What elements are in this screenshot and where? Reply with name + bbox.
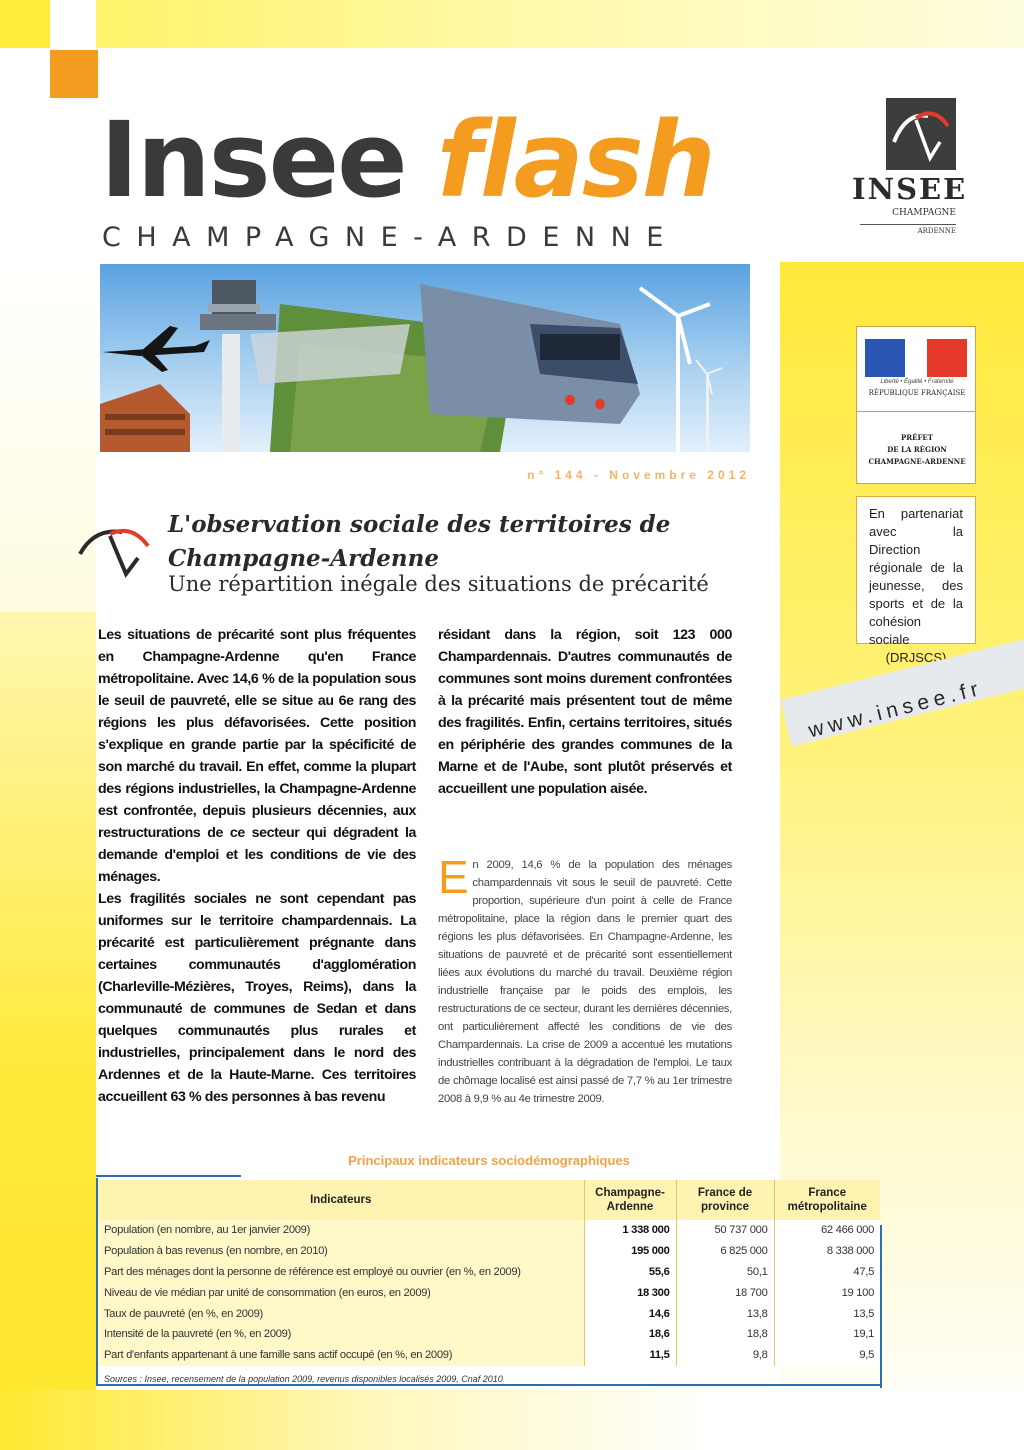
cell-ca: 195 000: [584, 1241, 676, 1262]
cell-ca: 14,6: [584, 1303, 676, 1324]
row-label: Niveau de vie médian par unité de consommation (en euros, en 2009): [98, 1282, 584, 1303]
table-row: [98, 1345, 880, 1366]
cell-fm: 47,5: [774, 1262, 880, 1283]
issue-number: n° 144 - Novembre 2012: [527, 468, 750, 482]
cell-fm: 62 466 000: [774, 1220, 880, 1241]
cell-fp: 50 737 000: [676, 1220, 774, 1241]
prefet-line1: PRÉFET: [901, 433, 933, 442]
corner-square-yellow: [0, 0, 50, 48]
table-row: [98, 1262, 880, 1283]
prefet-block: [856, 326, 976, 484]
cell-fp: 18 700: [676, 1282, 774, 1303]
prefet-divider: [857, 411, 975, 412]
table-row: [98, 1303, 880, 1324]
row-label: Part d'enfants appartenant à une famille sans actif occupé (en %, en 2009): [98, 1345, 584, 1366]
row-label: Part des ménages dont la personne de référence est employé ou ouvrier (en %, en 2009): [98, 1262, 584, 1283]
row-label: Population à bas revenus (en nombre, en 2010): [98, 1241, 584, 1262]
prefet-line2: DE LA RÉGION: [887, 445, 947, 454]
article-title: L'observation sociale des territoires de Champagne-Ardenne: [168, 511, 671, 572]
cell-fm: 9,5: [774, 1345, 880, 1366]
brand-flash: flash: [436, 99, 714, 221]
insee-mark-icon: [76, 520, 156, 585]
table-row: [98, 1241, 880, 1262]
table-row: [98, 1282, 880, 1303]
intro-column-left: [98, 624, 416, 1108]
intro-column-right: [438, 624, 732, 800]
corner-square-orange: [50, 50, 98, 98]
article-subtitle: Une répartition inégale des situations de précarité: [168, 572, 709, 596]
insee-logo-icon: [886, 98, 956, 170]
cell-fp: 6 825 000: [676, 1241, 774, 1262]
brand-insee: Insee: [100, 99, 406, 221]
row-label: Population (en nombre, au 1er janvier 2009): [98, 1220, 584, 1241]
bottom-yellow-fade: [0, 1390, 1024, 1450]
masthead-title: [100, 100, 714, 220]
table-row: [98, 1324, 880, 1345]
intro-paragraph-3: résidant dans la région, soit 123 000 Champardennais. D'autres communautés de communes sont moins durement confrontées à la précarité mais présentent tout de même des fragilités. Enfin, certains territoires, situés en périphérie des grandes communes de la Marne et de l'Aube, sont plutôt préservés et accueillent une population aisée.: [438, 627, 732, 797]
intro-paragraph-1: Les situations de précarité sont plus fréquentes en Champagne-Ardenne qu'en France métropolitaine. Avec 14,6 % de la population sous le seuil de pauvreté, elle se situe au 6e rang des régions les plus défavorisées. Cette position s'explique en grande partie par la spécificité de son marché du travail. En effet, comme la plupart des régions industrielles, la Champagne-Ardenne est confrontée, depuis plusieurs décennies, aux restructurations de ce secteur qui dégradent la demande d'emploi et les conditions de vie des ménages.: [98, 627, 416, 885]
table-sources: Sources : Insee, recensement de la population 2009, revenus disponibles localisés 2009, Cnaf 2010: [104, 1374, 503, 1384]
cell-fp: 13,8: [676, 1303, 774, 1324]
logo-text: INSEE: [852, 172, 968, 206]
cell-fm: 13,5: [774, 1303, 880, 1324]
cell-fp: 18,8: [676, 1324, 774, 1345]
body-paragraph: n 2009, 14,6 % de la population des ménages champardennais vit sous le seuil de pauvreté. Cette proportion, supérieure d'un point à celle de France métropolitaine, place la région dans le premier quart des régions les plus défavorisées. En Champagne-Ardenne, les situations de pauvreté et de précarité sont essentiellement liées aux évolutions du marché du travail. Deuxième région industrielle française par le poids des emplois, les restructurations de ce secteur, durant les dernières décennies, ont particulièrement affecté les conditions de vie des Champardennais. La crise de 2009 a accentué les mutations industrielles contribuant à la dégradation de l'emploi. Le taux de chômage localisé est ainsi passé de 7,7 % au 1er trimestre 2008 à 9,9 % au 4e trimestre 2009.: [438, 859, 732, 1105]
table-row: [98, 1220, 880, 1241]
french-flag-icon: [865, 339, 967, 377]
table-title: Principaux indicateurs sociodémographiques: [348, 1153, 630, 1168]
cell-ca: 18 300: [584, 1282, 676, 1303]
cell-fp: 9,8: [676, 1345, 774, 1366]
region-name: CHAMPAGNE-ARDENNE: [102, 222, 679, 253]
article-body: [438, 851, 732, 1108]
drop-cap: E: [438, 851, 469, 903]
left-yellow-band: [0, 612, 96, 1450]
partner-note: En partenariat avec la Direction régionale de la jeunesse, des sports et de la cohésion sociale (DRJSCS): [856, 496, 976, 644]
header-france-province: France de province: [676, 1180, 774, 1220]
photo-banner: [100, 264, 750, 452]
row-label: Taux de pauvreté (en %, en 2009): [98, 1303, 584, 1324]
website-link[interactable]: www.insee.fr: [806, 676, 986, 743]
top-yellow-band: [96, 0, 1024, 48]
table-accent-top: [96, 1175, 241, 1177]
cell-ca: 11,5: [584, 1345, 676, 1366]
cell-ca: 55,6: [584, 1262, 676, 1283]
logo-sub-ardenne: ARDENNE: [860, 224, 956, 235]
cell-ca: 18,6: [584, 1324, 676, 1345]
cell-fm: 19,1: [774, 1324, 880, 1345]
republique-label: RÉPUBLIQUE FRANÇAISE: [868, 389, 966, 397]
indicators-table: [98, 1180, 880, 1366]
intro-paragraph-2: Les fragilités sociales ne sont cependant pas uniformes sur le territoire champardennais. La précarité est particulièrement prégnante dans certaines communautés d'agglomération (Charleville-Mézières, Troyes, Reims), dans la communauté de communes de Sedan et dans quelques communautés plus rurales et industrielles, principalement dans le nord des Ardennes et de la Haute-Marne. Ces territoires accueillent 63 % des personnes à bas revenu: [98, 891, 416, 1105]
row-label: Intensité de la pauvreté (en %, en 2009): [98, 1324, 584, 1345]
prefet-line3: CHAMPAGNE-ARDENNE: [868, 457, 966, 466]
header-france-metropolitaine: France métropolitaine: [774, 1180, 880, 1220]
republic-motto: Liberté • Égalité • Fraternité: [880, 379, 954, 385]
cell-fp: 50,1: [676, 1262, 774, 1283]
logo-sub-champagne: CHAMPAGNE: [892, 208, 956, 218]
cell-fm: 8 338 000: [774, 1241, 880, 1262]
header-champagne-ardenne: Champagne-Ardenne: [584, 1180, 676, 1220]
cell-ca: 1 338 000: [584, 1220, 676, 1241]
header-indicateurs: Indicateurs: [98, 1180, 584, 1220]
cell-fm: 19 100: [774, 1282, 880, 1303]
table-accent-right: [880, 1225, 882, 1388]
